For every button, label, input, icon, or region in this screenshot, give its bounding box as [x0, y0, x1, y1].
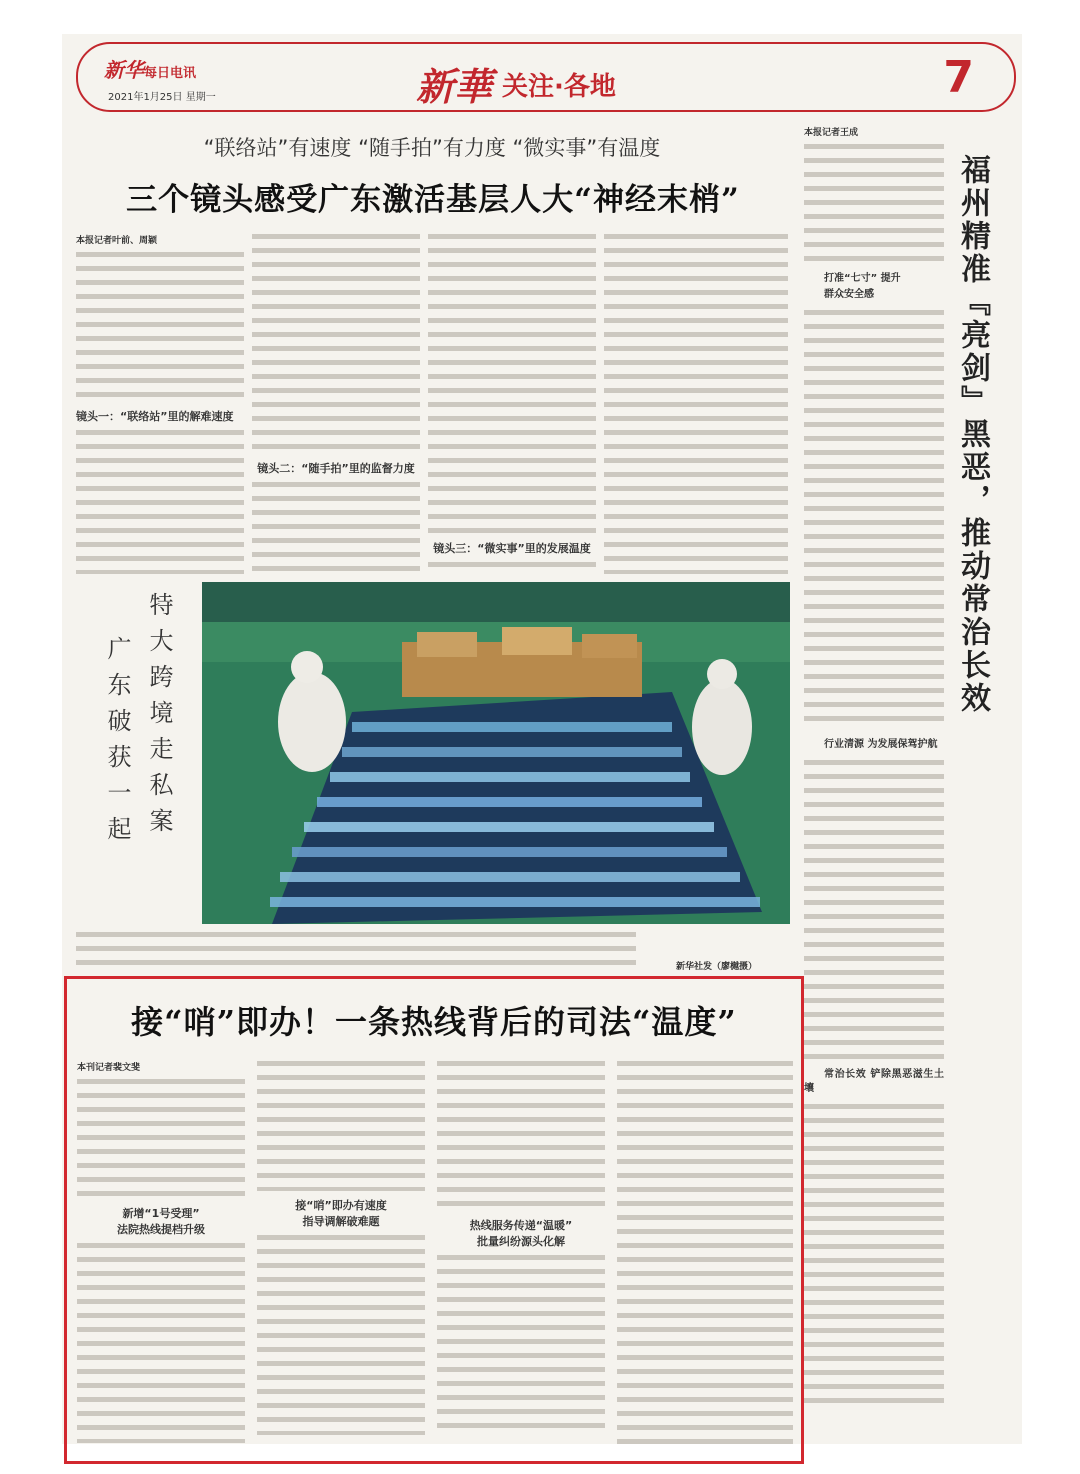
- small-brand-suffix: 每日电讯: [144, 66, 197, 81]
- right-subhead-1: 打准“七寸” 提升: [824, 273, 901, 284]
- text-block: [804, 760, 944, 1060]
- photo-title-col-1: 广东破获一起: [103, 636, 131, 852]
- highlighted-article: [64, 976, 804, 1464]
- text-block: [437, 1255, 605, 1435]
- issue-date: 2021年1月25日 星期一: [108, 92, 216, 103]
- smuggling-seizure-photo: [202, 582, 790, 924]
- lead-kicker: “联络站”有速度 “随手拍”有力度 “微实事”有温度: [203, 136, 661, 160]
- highlight-column-4: [617, 1061, 793, 1455]
- newspaper-page: [62, 34, 1022, 1444]
- lead-column-4: [604, 234, 788, 574]
- right-article: [804, 126, 944, 1446]
- brand-logo: 新華: [416, 64, 493, 109]
- text-block: [77, 1079, 245, 1199]
- highlight-byline: 本刊记者裴文斐: [77, 1063, 141, 1073]
- highlight-subhead-3: 接“哨”即办有速度: [295, 1199, 387, 1212]
- lead-subhead-1: 镜头一：“联络站”里的解难速度: [76, 410, 234, 423]
- highlight-subhead-1: 新增“1号受理”: [122, 1207, 200, 1220]
- lead-subhead-2: 镜头二：“随手拍”里的监督力度: [257, 462, 415, 475]
- right-subhead-3: 行业清源 为发展保驾护航: [824, 739, 938, 750]
- text-block: [252, 234, 420, 454]
- text-block: [76, 252, 244, 402]
- lead-column-1: [76, 234, 244, 574]
- photo-caption: [76, 932, 786, 977]
- text-block: [604, 234, 788, 574]
- text-block: [257, 1061, 425, 1191]
- highlight-column-1: [77, 1061, 245, 1455]
- text-block: [76, 430, 244, 574]
- masthead: [76, 42, 1016, 112]
- highlight-subhead-2: 法院热线提档升级: [117, 1223, 205, 1236]
- text-block: [257, 1235, 425, 1435]
- text-block: [77, 1243, 245, 1443]
- right-subhead-4: 常治长效 铲除黑恶滋生土壤: [804, 1069, 944, 1094]
- highlight-column-3: [437, 1061, 605, 1455]
- lead-headline: 三个镜头感受广东激活基层人大“神经末梢”: [126, 182, 740, 218]
- text-block: [617, 1061, 793, 1451]
- caption-text: [76, 932, 636, 972]
- section-title: 关注·各地: [502, 72, 616, 102]
- lead-column-3: [428, 234, 596, 574]
- photo-credit: 新华社发（廖樾摄）: [676, 962, 758, 972]
- photo-title-col-2: 特大跨境走私案: [145, 592, 173, 844]
- highlight-headline: 接“哨”即办！一条热线背后的司法“温度”: [131, 1003, 737, 1041]
- right-byline: 本报记者王成: [804, 128, 859, 138]
- text-block: [804, 1104, 944, 1404]
- text-block: [428, 234, 596, 534]
- text-block: [428, 562, 596, 574]
- photo-title-panel: [76, 582, 202, 924]
- right-vertical-headline: 福州精准『亮剑』黑恶，推动常治长效: [955, 154, 990, 715]
- page-number: 7: [943, 52, 974, 103]
- highlight-subhead-6: 批量纠纷源头化解: [477, 1235, 565, 1248]
- highlight-subhead-5: 热线服务传递“温暖”: [469, 1219, 573, 1232]
- text-block: [804, 310, 944, 730]
- text-block: [437, 1061, 605, 1211]
- highlight-column-2: [257, 1061, 425, 1455]
- masthead-small-brand: [104, 54, 196, 83]
- small-brand-logo: 新华: [104, 58, 144, 82]
- lead-subhead-3: 镜头三：“微实事”里的发展温度: [433, 542, 591, 555]
- text-block: [804, 144, 944, 264]
- text-block: [252, 482, 420, 572]
- lead-column-2: [252, 234, 420, 574]
- news-photo: [76, 582, 790, 924]
- lead-byline: 本报记者叶前、周颖: [76, 236, 158, 246]
- highlight-subhead-4: 指导调解破难题: [302, 1215, 380, 1228]
- right-subhead-2: 群众安全感: [824, 289, 874, 300]
